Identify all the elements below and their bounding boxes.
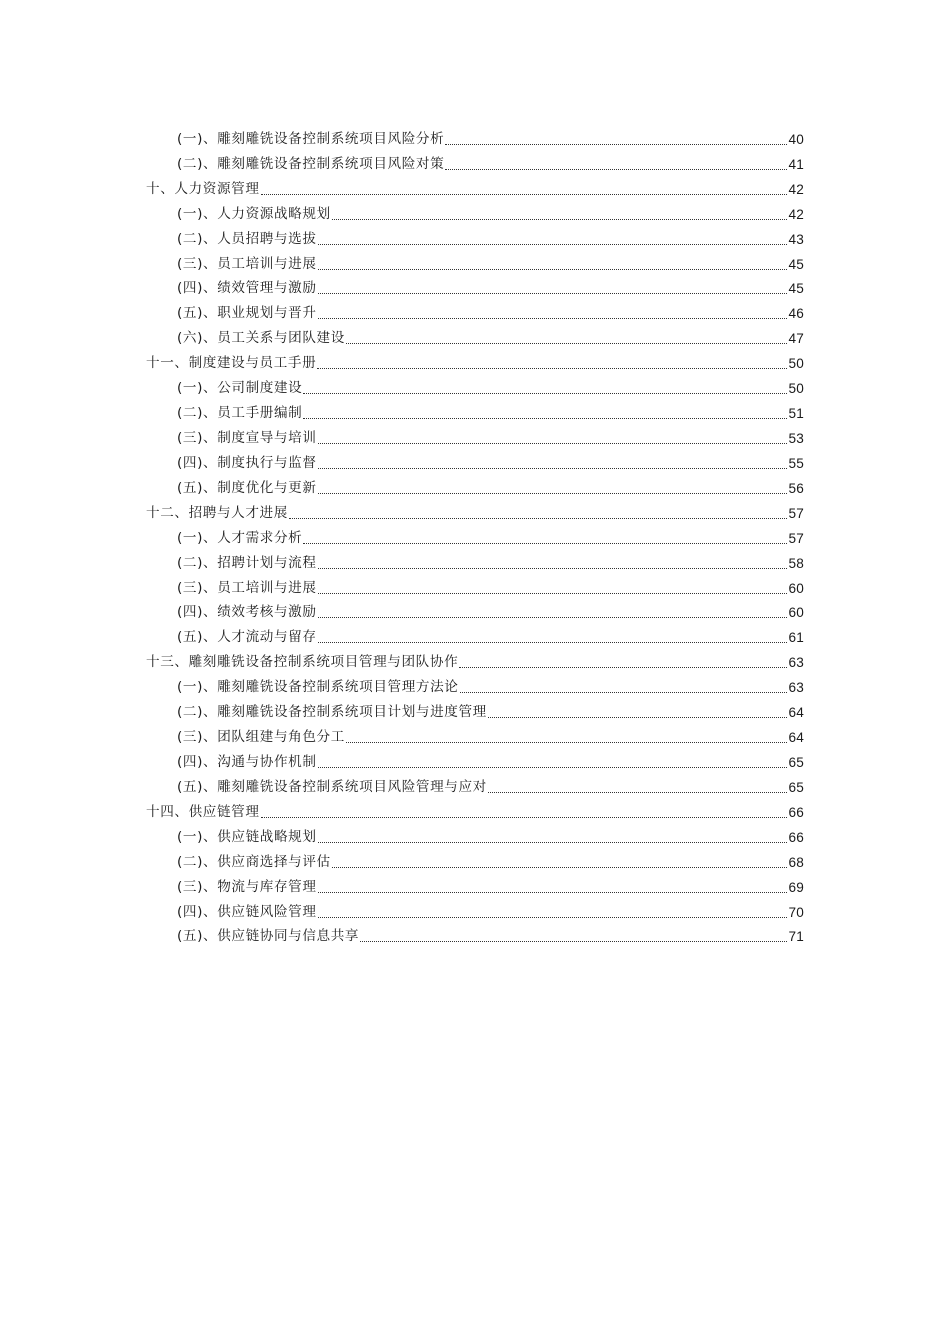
toc-dot-leader bbox=[303, 418, 787, 419]
toc-entry-title: (四)、绩效考核与激励 bbox=[177, 604, 317, 621]
toc-entry-title: (二)、供应商选择与评估 bbox=[177, 853, 331, 870]
toc-section-entry[interactable] bbox=[146, 275, 804, 300]
toc-page-number: 56 bbox=[788, 480, 804, 496]
toc-entry-title: (二)、员工手册编制 bbox=[177, 405, 303, 422]
toc-page-number: 57 bbox=[788, 530, 804, 546]
toc-dot-leader bbox=[445, 144, 787, 145]
toc-dot-leader bbox=[289, 518, 788, 519]
toc-chapter-entry[interactable] bbox=[146, 499, 804, 524]
toc-page-number: 66 bbox=[788, 804, 804, 820]
toc-section-entry[interactable] bbox=[146, 574, 804, 599]
toc-section-entry[interactable] bbox=[146, 225, 804, 250]
toc-page-number: 71 bbox=[788, 929, 804, 945]
toc-dot-leader bbox=[303, 543, 787, 544]
toc-section-entry[interactable] bbox=[146, 324, 804, 349]
toc-entry-title: (一)、公司制度建设 bbox=[177, 380, 303, 397]
toc-page-number: 66 bbox=[788, 829, 804, 845]
toc-section-entry[interactable] bbox=[146, 773, 804, 798]
toc-page-number: 50 bbox=[788, 381, 804, 397]
toc-dot-leader bbox=[488, 792, 788, 793]
toc-entry-title: (二)、人员招聘与选拔 bbox=[177, 230, 317, 247]
toc-page-number: 50 bbox=[788, 356, 804, 372]
toc-section-entry[interactable] bbox=[146, 698, 804, 723]
toc-chapter-entry[interactable] bbox=[146, 175, 804, 200]
toc-dot-leader bbox=[332, 867, 788, 868]
toc-entry-title: 十四、供应链管理 bbox=[146, 803, 260, 820]
toc-page-number: 45 bbox=[788, 281, 804, 297]
toc-section-entry[interactable] bbox=[146, 723, 804, 748]
toc-section-entry[interactable] bbox=[146, 623, 804, 648]
toc-dot-leader bbox=[318, 443, 788, 444]
toc-dot-leader bbox=[346, 343, 788, 344]
toc-page-number: 45 bbox=[788, 256, 804, 272]
toc-chapter-entry[interactable] bbox=[146, 349, 804, 374]
toc-entry-title: 十、人力资源管理 bbox=[146, 180, 260, 197]
toc-dot-leader bbox=[346, 742, 788, 743]
toc-dot-leader bbox=[318, 892, 788, 893]
toc-entry-title: (三)、团队组建与角色分工 bbox=[177, 729, 345, 746]
toc-entry-title: (六)、员工关系与团队建设 bbox=[177, 330, 345, 347]
toc-entry-title: (一)、人才需求分析 bbox=[177, 529, 303, 546]
toc-dot-leader bbox=[318, 642, 788, 643]
toc-dot-leader bbox=[303, 393, 787, 394]
toc-entry-title: (一)、雕刻雕铣设备控制系统项目风险分析 bbox=[177, 130, 445, 147]
toc-entry-title: (二)、招聘计划与流程 bbox=[177, 554, 317, 571]
toc-section-entry[interactable] bbox=[146, 673, 804, 698]
toc-section-entry[interactable] bbox=[146, 449, 804, 474]
toc-entry-title: 十二、招聘与人才进展 bbox=[146, 504, 288, 521]
toc-page-number: 51 bbox=[788, 406, 804, 422]
toc-page-number: 41 bbox=[788, 156, 804, 172]
toc-dot-leader bbox=[261, 194, 788, 195]
toc-page-number: 68 bbox=[788, 854, 804, 870]
toc-section-entry[interactable] bbox=[146, 524, 804, 549]
toc-dot-leader bbox=[360, 941, 787, 942]
toc-entry-title: (一)、供应链战略规划 bbox=[177, 828, 317, 845]
toc-section-entry[interactable] bbox=[146, 748, 804, 773]
toc-entry-title: (四)、供应链风险管理 bbox=[177, 903, 317, 920]
toc-page-number: 47 bbox=[788, 331, 804, 347]
toc-entry-title: (三)、物流与库存管理 bbox=[177, 878, 317, 895]
toc-page-number: 60 bbox=[788, 605, 804, 621]
toc-page-number: 53 bbox=[788, 430, 804, 446]
toc-page-number: 40 bbox=[788, 131, 804, 147]
toc-page-number: 60 bbox=[788, 580, 804, 596]
toc-page-number: 63 bbox=[788, 680, 804, 696]
toc-dot-leader bbox=[332, 219, 788, 220]
toc-page-number: 55 bbox=[788, 455, 804, 471]
toc-dot-leader bbox=[445, 169, 787, 170]
toc-entry-title: (三)、员工培训与进展 bbox=[177, 255, 317, 272]
toc-page-number: 42 bbox=[788, 206, 804, 222]
toc-section-entry[interactable] bbox=[146, 125, 804, 150]
toc-section-entry[interactable] bbox=[146, 898, 804, 923]
toc-page-number: 58 bbox=[788, 555, 804, 571]
toc-dot-leader bbox=[318, 842, 788, 843]
toc-page-number: 64 bbox=[788, 730, 804, 746]
toc-page-number: 46 bbox=[788, 306, 804, 322]
toc-dot-leader bbox=[318, 917, 788, 918]
toc-entry-title: 十三、雕刻雕铣设备控制系统项目管理与团队协作 bbox=[146, 654, 459, 671]
toc-section-entry[interactable] bbox=[146, 299, 804, 324]
toc-dot-leader bbox=[488, 717, 788, 718]
toc-section-entry[interactable] bbox=[146, 424, 804, 449]
toc-section-entry[interactable] bbox=[146, 848, 804, 873]
toc-entry-title: (四)、沟通与协作机制 bbox=[177, 753, 317, 770]
toc-dot-leader bbox=[318, 293, 788, 294]
toc-entry-title: (三)、制度宣导与培训 bbox=[177, 429, 317, 446]
toc-section-entry[interactable] bbox=[146, 923, 804, 948]
toc-entry-title: (四)、制度执行与监督 bbox=[177, 454, 317, 471]
toc-entry-title: (五)、制度优化与更新 bbox=[177, 479, 317, 496]
toc-chapter-entry[interactable] bbox=[146, 798, 804, 823]
toc-section-entry[interactable] bbox=[146, 374, 804, 399]
toc-dot-leader bbox=[318, 244, 788, 245]
toc-dot-leader bbox=[318, 568, 788, 569]
toc-section-entry[interactable] bbox=[146, 399, 804, 424]
toc-section-entry[interactable] bbox=[146, 150, 804, 175]
toc-dot-leader bbox=[318, 493, 788, 494]
toc-dot-leader bbox=[459, 667, 787, 668]
toc-dot-leader bbox=[460, 692, 788, 693]
toc-page-number: 43 bbox=[788, 231, 804, 247]
toc-entry-title: (三)、员工培训与进展 bbox=[177, 579, 317, 596]
toc-dot-leader bbox=[318, 593, 788, 594]
toc-entry-title: (一)、人力资源战略规划 bbox=[177, 205, 331, 222]
toc-entry-title: (五)、职业规划与晋升 bbox=[177, 305, 317, 322]
toc-entry-title: (五)、供应链协同与信息共享 bbox=[177, 928, 360, 945]
toc-page-number: 70 bbox=[788, 904, 804, 920]
toc-section-entry[interactable] bbox=[146, 549, 804, 574]
toc-dot-leader bbox=[318, 617, 788, 618]
toc-entry-title: (二)、雕刻雕铣设备控制系统项目计划与进度管理 bbox=[177, 704, 487, 721]
toc-entry-title: (二)、雕刻雕铣设备控制系统项目风险对策 bbox=[177, 155, 445, 172]
toc-section-entry[interactable] bbox=[146, 873, 804, 898]
toc-section-entry[interactable] bbox=[146, 474, 804, 499]
toc-dot-leader bbox=[318, 767, 788, 768]
toc-page-number: 61 bbox=[788, 630, 804, 646]
toc-page-number: 65 bbox=[788, 779, 804, 795]
toc-section-entry[interactable] bbox=[146, 599, 804, 624]
toc-dot-leader bbox=[261, 817, 788, 818]
toc-section-entry[interactable] bbox=[146, 823, 804, 848]
toc-entry-title: (五)、雕刻雕铣设备控制系统项目风险管理与应对 bbox=[177, 778, 487, 795]
toc-page-number: 69 bbox=[788, 879, 804, 895]
toc-dot-leader bbox=[318, 468, 788, 469]
toc-dot-leader bbox=[318, 318, 788, 319]
toc-page-number: 65 bbox=[788, 754, 804, 770]
toc-dot-leader bbox=[318, 269, 788, 270]
toc-section-entry[interactable] bbox=[146, 250, 804, 275]
toc-entry-title: (五)、人才流动与留存 bbox=[177, 629, 317, 646]
toc-page-number: 57 bbox=[788, 505, 804, 521]
toc-entry-title: (四)、绩效管理与激励 bbox=[177, 280, 317, 297]
toc-chapter-entry[interactable] bbox=[146, 648, 804, 673]
toc-page-number: 42 bbox=[788, 181, 804, 197]
table-of-contents bbox=[146, 125, 804, 947]
toc-section-entry[interactable] bbox=[146, 200, 804, 225]
toc-dot-leader bbox=[317, 368, 787, 369]
toc-entry-title: (一)、雕刻雕铣设备控制系统项目管理方法论 bbox=[177, 679, 459, 696]
toc-page-number: 63 bbox=[788, 655, 804, 671]
toc-entry-title: 十一、制度建设与员工手册 bbox=[146, 355, 317, 372]
toc-page-number: 64 bbox=[788, 705, 804, 721]
